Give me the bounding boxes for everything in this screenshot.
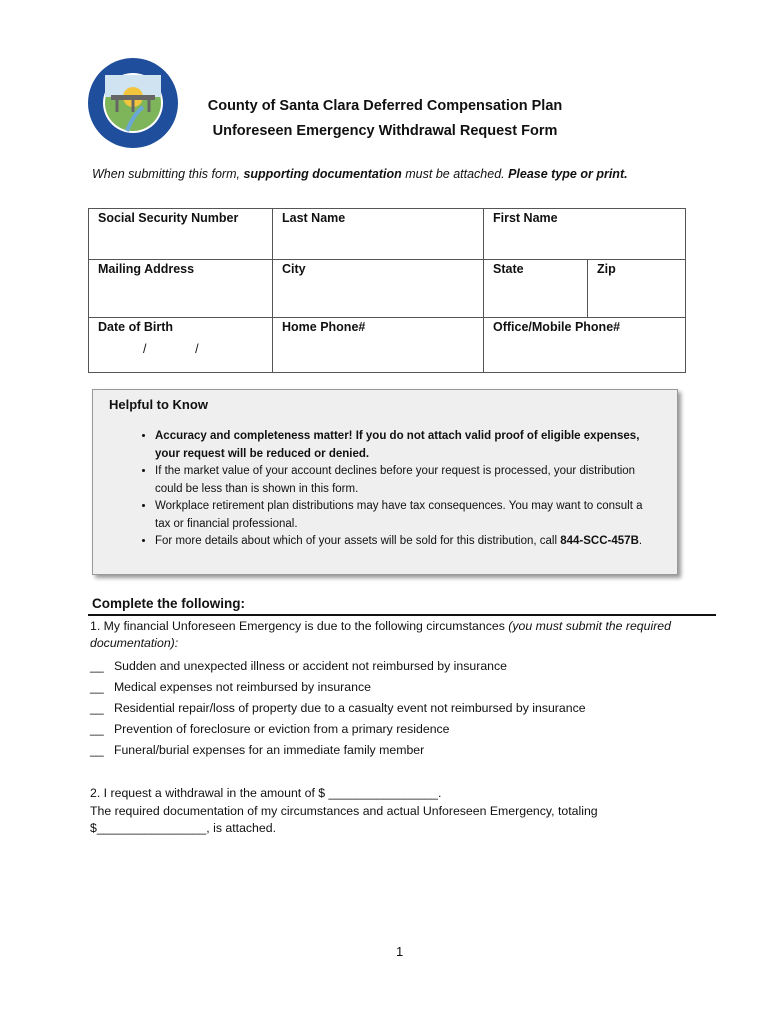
page-number: 1 [396, 944, 404, 959]
intro-text: When submitting this form, supporting documentation must be attached. Please type or print. [92, 167, 628, 181]
dob-field[interactable]: Date of Birth / / [89, 318, 273, 373]
helpful-to-know-box [92, 389, 678, 575]
circumstance-options [90, 656, 586, 761]
helpful-title: Helpful to Know [109, 397, 208, 412]
mailing-address-field[interactable]: Mailing Address [89, 260, 273, 318]
ssn-field[interactable]: Social Security Number [89, 209, 273, 260]
withdrawal-amount[interactable]: 2. I request a withdrawal in the amount of $ ________________. [90, 786, 442, 800]
form-title-line2: Unforeseen Emergency Withdrawal Request Form [212, 123, 558, 139]
helpful-item: • For more details about which of your assets will be sold for this distribution, call 844-SCC-457B. [155, 533, 660, 551]
helpful-item: • If the market value of your account declines before your request is processed, your distribution could be less than is shown in this form. [155, 463, 660, 498]
zip-field[interactable]: Zip [588, 260, 686, 318]
last-name-field[interactable]: Last Name [273, 209, 484, 260]
city-field[interactable]: City [273, 260, 484, 318]
personal-info-table [88, 208, 686, 373]
helpful-item: • Accuracy and completeness matter! If you do not attach valid proof of eligible expenses, your request will be reduced or denied. [155, 428, 660, 463]
question-1: 1. My financial Unforeseen Emergency is due to the following circumstances (you must submit the required documentation): [90, 619, 671, 650]
option-medical[interactable]: __ Medical expenses not reimbursed by insurance [90, 680, 371, 694]
complete-heading: Complete the following: [92, 596, 245, 611]
home-phone-field[interactable]: Home Phone# [273, 318, 484, 373]
documentation-total[interactable]: The required documentation of my circumstances and actual Unforeseen Emergency, totaling $________________, is attached. [90, 804, 598, 835]
form-title-line1: County of Santa Clara Deferred Compensation Plan [207, 98, 563, 114]
option-funeral[interactable]: __ Funeral/burial expenses for an immediate family member [90, 743, 425, 757]
divider [88, 614, 716, 616]
first-name-field[interactable]: First Name [484, 209, 686, 260]
office-phone-field[interactable]: Office/Mobile Phone# [484, 318, 686, 373]
state-field[interactable]: State [484, 260, 588, 318]
option-foreclosure[interactable]: __ Prevention of foreclosure or eviction from a primary residence [90, 722, 450, 736]
option-illness[interactable]: __ Sudden and unexpected illness or accident not reimbursed by insurance [90, 659, 507, 673]
option-property[interactable]: __ Residential repair/loss of property due to a casualty event not reimbursed by insurance [90, 701, 586, 715]
helpful-item: • Workplace retirement plan distributions may have tax consequences. You may want to consult a tax or financial professional. [155, 498, 660, 533]
